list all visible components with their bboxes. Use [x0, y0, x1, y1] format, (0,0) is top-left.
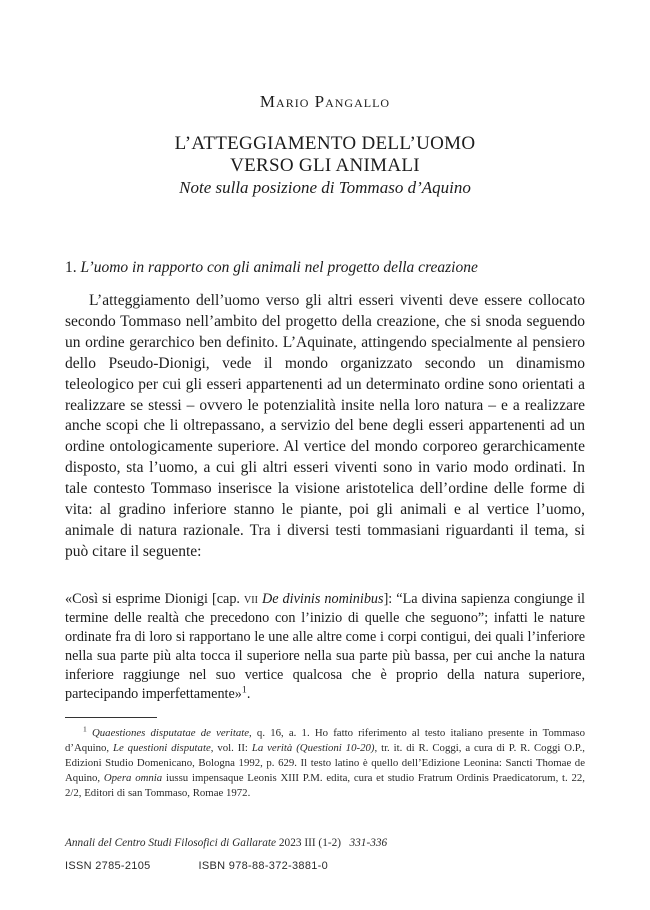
title-line-1: L’ATTEGGIAMENTO DELL’UOMO [174, 133, 476, 154]
body-paragraph: L’atteggiamento dell’uomo verso gli altri esseri viventi deve essere collocato secondo Tommaso nell’ambito del progetto della creazione, che si snoda seguendo un ordine gerarchico ben definito. L’Aquinate, attingendo specialmente al pensiero dello Pseudo-Dionigi, vede il mondo organizzato secondo un dinamismo teleologico per cui gli esseri appartenenti ad un determinato ordine sono orientati a realizzare se stessi – ovvero le potenzialità insite nella loro natura – e a realizzare anche scopi che li oltrepassano, a servizio del bene degli esseri appartenenti ad un ordine ontologicamente superiore. Al vertice del mondo corporeo gerarchicamente disposto, sta l’uomo, a cui gli altri esseri viventi sono in vario modo ordinati. In tale contesto Tommaso inserisce la visione aristotelica dell’ordine delle forme di vita: al gradino inferiore stanno le piante, poi gli animali e al vertice l’uomo, animale di natura razionale. Tra i diversi testi tommasiani riguardanti il tema, si può citare il seguente: [65, 292, 585, 560]
quote-work-title: De divinis nominibus [261, 591, 384, 607]
footnote-text-3: , tr. it. di R. Coggi, a cura di P. R. Coggi O.P., Edizioni Studio Domenicano, Bologna 1992, p. 629. Il testo latino è quello dell’Edizione Leonina: Sancti Thomae de Aquino, [65, 742, 585, 784]
quote-rest: ]: “La divina sapienza congiunge il termine delle realtà che precedono con l’inizio di quelle che seguono”; infatti le nature ordinate fra di loro si rapportano le une alle altre come i corpi contigui, dei quali l’inferiore nella sua parte più alta tocca il superiore nella sua parte più bassa, per cui anche la natura inferiore raggiunge nel suo vertice qualcosa che è proprio della natura superiore, partecipando imperfettamente» [65, 591, 585, 702]
footnote-text-4: iussu impensaque Leonis XIII P.M. edita, cura et studio Fratrum Ordinis Praedicatorum, t. 22, 2/2, Editori di san Tommaso, Romae 1972. [65, 772, 585, 799]
quote-end: . [246, 686, 251, 702]
journal-citation [65, 837, 605, 849]
journal-name: Annali del Centro Studi Filosofici di Gallarate [65, 837, 277, 849]
footnote-work-4: Opera omnia [103, 772, 163, 784]
footnote-text-1: , q. 16, a. 1. Ho fatto riferimento al testo italiano presente in Tommaso d’Aquino, [65, 727, 585, 754]
issn-number: ISSN 2785-2105 [65, 860, 151, 872]
identifiers [65, 860, 605, 872]
block-quote [65, 590, 585, 704]
footnote-number: 1 [83, 724, 87, 734]
quote-start: «Così si esprime Dionigi [cap. [65, 591, 245, 607]
section-heading [65, 259, 585, 277]
article-title [0, 133, 650, 177]
article-subtitle: Note sulla posizione di Tommaso d’Aquino [179, 178, 471, 197]
footnote-divider [65, 717, 157, 718]
footnote-text-2: , vol. II: [210, 742, 252, 754]
footnote-work-2: Le questioni disputate [112, 742, 211, 754]
section-number: 1. [65, 259, 77, 276]
footnote [65, 726, 585, 801]
isbn-number: ISBN 978-88-372-3881-0 [198, 860, 329, 872]
author-name: Mario Pangallo [259, 92, 391, 111]
section-title: L’uomo in rapporto con gli animali nel progetto della creazione [80, 259, 478, 276]
footnote-work-3: La verità (Questioni 10-20) [251, 742, 375, 754]
journal-year-volume: 2023 III (1-2) [276, 837, 342, 849]
title-line-2: VERSO GLI ANIMALI [230, 155, 420, 176]
quote-chapter: vii [244, 591, 258, 607]
footnote-work-1: Quaestiones disputatae de veritate [91, 727, 250, 739]
journal-pages: 331-336 [349, 837, 388, 849]
footnote-reference[interactable]: 1 [241, 684, 247, 696]
